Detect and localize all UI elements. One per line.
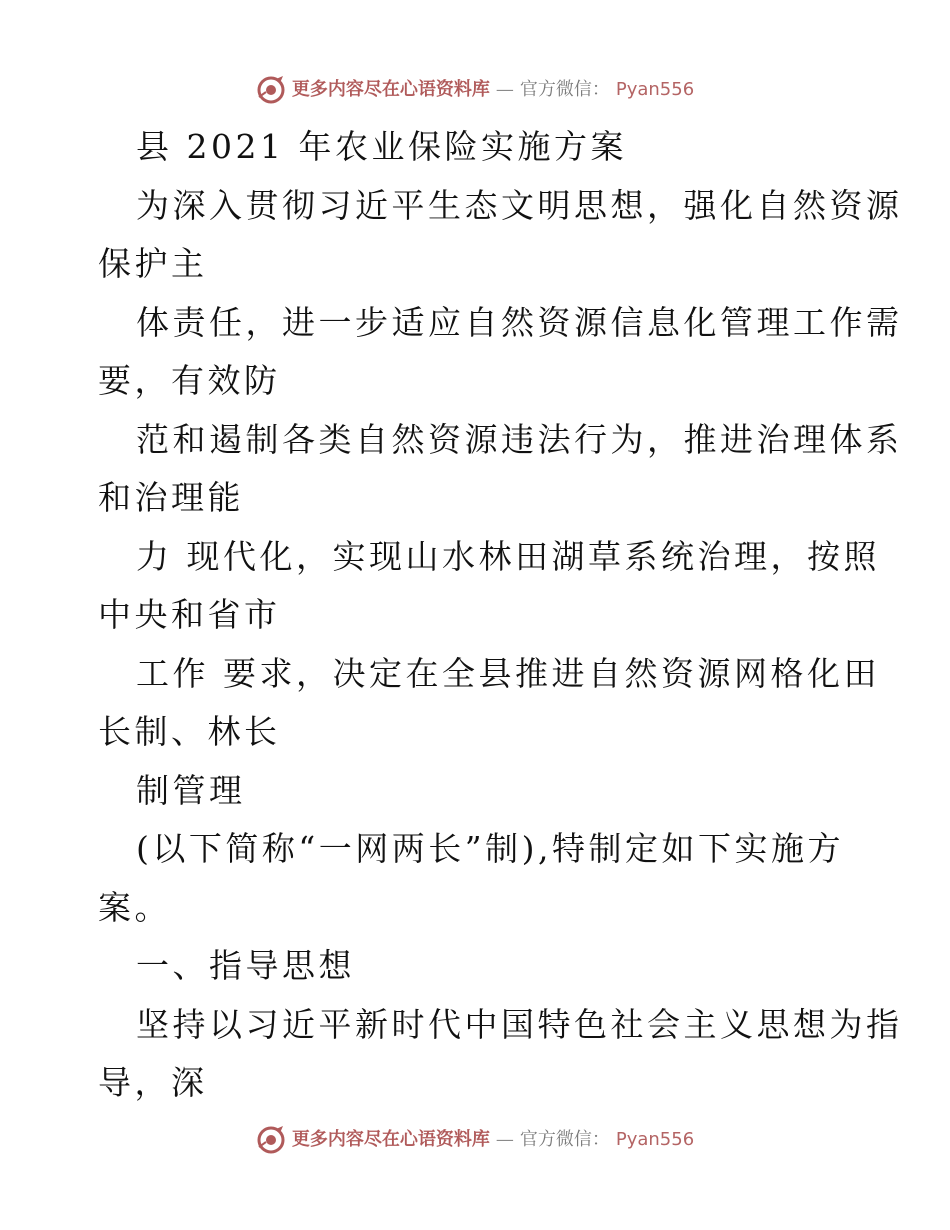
- text-line: 要，有效防: [98, 361, 281, 400]
- watermark-separator: —: [495, 1129, 514, 1150]
- text-line: 工作 要求，决定在全县推进自然资源网格化田: [136, 653, 880, 693]
- text-line: 力 现代化，实现山水林田湖草系统治理，按照: [136, 536, 880, 576]
- text-line: 中央和省市: [98, 595, 281, 634]
- watermark-brand: 更多内容尽在心语资料库: [291, 79, 490, 100]
- document-title: 县 2021 年农业保险实施方案: [136, 127, 627, 166]
- watermark-wechat-id: Pyan556: [615, 79, 695, 100]
- text-line: 范和遏制各类自然资源违法行为，推进治理体系: [136, 419, 903, 459]
- text-line: 制管理: [136, 770, 246, 810]
- watermark-wechat-label: 官方微信：: [519, 1129, 610, 1150]
- text-line: 案。: [98, 887, 171, 927]
- header-watermark: [0, 76, 950, 104]
- text-line: 体责任，进一步适应自然资源信息化管理工作需: [136, 302, 903, 342]
- logo-icon: [256, 1125, 286, 1155]
- watermark-wechat-label: 官方微信：: [519, 79, 610, 100]
- text-line: 和治理能: [98, 478, 244, 517]
- text-line: 长制、林长: [98, 712, 281, 751]
- watermark-separator: —: [495, 79, 514, 100]
- text-line: 坚持以习近平新时代中国特色社会主义思想为指: [136, 1004, 903, 1044]
- text-line: 导，深: [98, 1063, 208, 1102]
- text-line: 为深入贯彻习近平生态文明思想，强化自然资源: [136, 185, 903, 225]
- text-line: (以下简称“一网两长”制),特制定如下实施方: [136, 829, 844, 868]
- watermark-wechat-id: Pyan556: [615, 1129, 695, 1150]
- document-body: [98, 118, 903, 1113]
- text-line: 保护主: [98, 244, 208, 283]
- logo-icon: [256, 75, 286, 105]
- footer-watermark: [0, 1126, 950, 1154]
- text-line: 一、指导思想: [136, 946, 355, 985]
- watermark-brand: 更多内容尽在心语资料库: [291, 1129, 490, 1150]
